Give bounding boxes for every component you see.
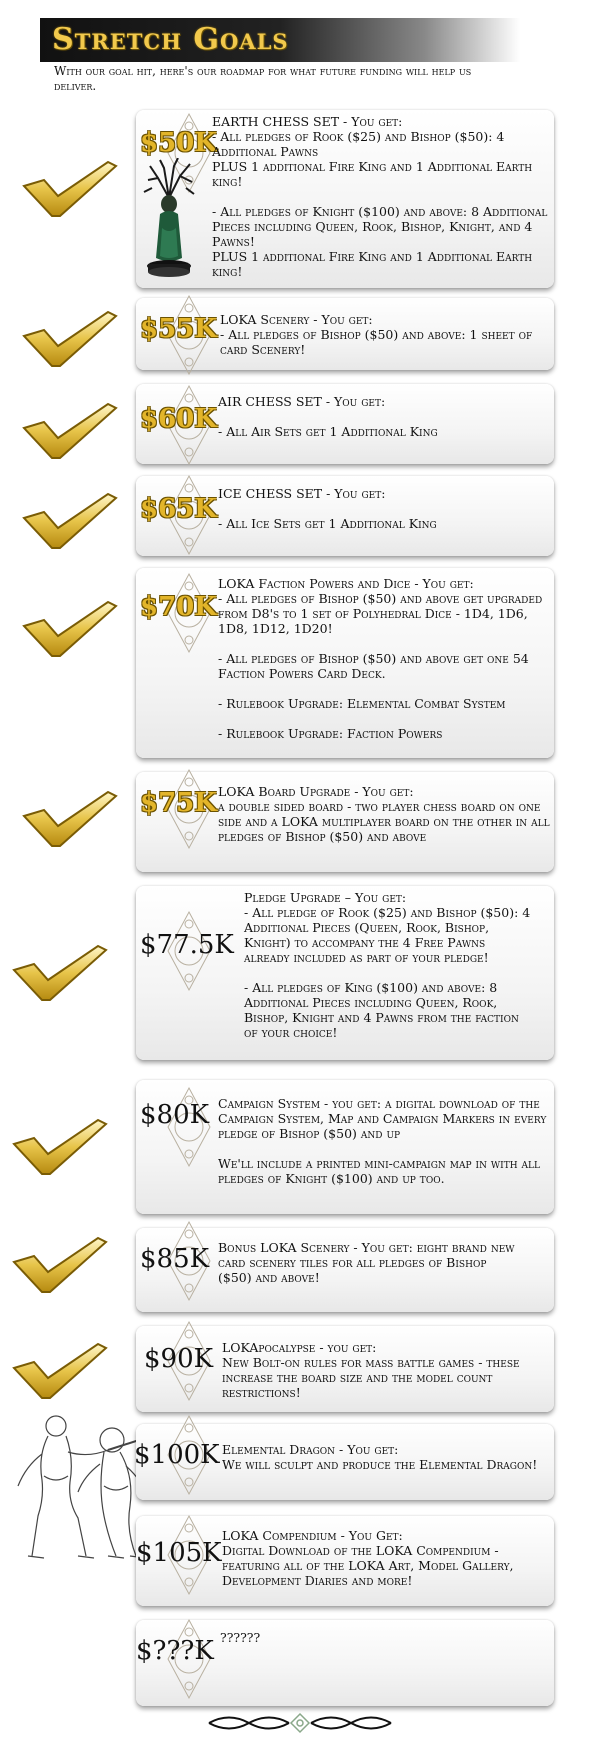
checkmark-icon [12, 1232, 108, 1296]
goal-description: ICE CHESS SET - You get: - All Ice Sets get 1 Additional King [218, 486, 437, 531]
goal-description: Campaign System - you get: a digital download of the Campaign System, Map and Campaign Markers in every pledge of Bishop ($50) and up We'll include a printed mini-campaign map in with all pledges of Knight ($100) and up too. [218, 1096, 547, 1186]
goal-description: LOKA Faction Powers and Dice - You get: - All pledges of Bishop ($50) and above get upgraded from D8's to 1 set of Polyhedral Dice - 1D4, 1D6, 1D8, 1D12, 1D20! - All pledges of Bishop ($50) and above get one 54 Faction Powers Card Deck. - Rulebook Upgrade: Elemental Combat System - Rulebook Upgrade: Faction Powers [218, 576, 543, 741]
goal-amount: $85K [140, 1244, 210, 1274]
goal-amount: $77.5K [140, 930, 234, 960]
goal-amount: $65K [140, 494, 217, 524]
goal-description: LOKApocalypse - you get: New Bolt-on rules for mass battle games - these increase the board size and the model count restrictions! [222, 1340, 520, 1400]
goal-amount: $???K [136, 1636, 214, 1666]
goal-amount: $100K [134, 1440, 220, 1470]
goal-description: LOKA Board Upgrade - You get: a double sided board - two player chess board on one side and a LOKA multiplayer board on the other in all pledges of Bishop ($50) and above [218, 784, 550, 844]
goal-description: EARTH CHESS SET - You get: - All pledges of Rook ($25) and Bishop ($50): 4 Additional Pawns PLUS 1 additional Fire King and 1 Additional Earth king! - All pledges of Knight ($100) and above: 8 Additional Pieces including Queen, Rook, Bishop, Knight, and 4 Pawns! PLUS 1 additional Fire King and 1 Additional Earth king! [212, 114, 548, 279]
checkmark-icon [22, 156, 118, 220]
checkmark-icon [22, 306, 118, 370]
intro-text: With our goal hit, here's our roadmap for what future funding will help us deliver. [54, 64, 472, 93]
goal-description: Bonus LOKA Scenery - You get: eight brand new card scenery tiles for all pledges of Bishop ($50) and above! [218, 1240, 515, 1285]
goal-description: Elemental Dragon - You get: We will sculpt and produce the Elemental Dragon! [222, 1442, 538, 1472]
goal-amount: $50K [140, 128, 217, 158]
goal-description: LOKA Compendium - You Get: Digital Download of the LOKA Compendium - featuring all of the LOKA Art, Model Gallery, Development Diaries and more! [222, 1528, 514, 1588]
checkmark-icon [12, 1338, 108, 1402]
knot-divider-icon [205, 1712, 395, 1734]
checkmark-icon [22, 488, 118, 552]
goal-amount: $105K [136, 1538, 222, 1568]
checkmark-icon [22, 398, 118, 462]
checkmark-icon [12, 1114, 108, 1178]
checkmark-icon [22, 786, 118, 850]
checkmark-icon [12, 940, 108, 1004]
goal-amount: $55K [140, 314, 217, 344]
goal-amount: $60K [140, 404, 217, 434]
goal-amount: $70K [140, 592, 217, 622]
goal-description: ?????? [220, 1630, 261, 1645]
checkmark-icon [22, 596, 118, 660]
title-banner [40, 18, 520, 62]
earth-king-miniature-image [140, 158, 198, 280]
goal-amount: $80K [140, 1100, 210, 1130]
goal-description: LOKA Scenery - You get: - All pledges of Bishop ($50) and above: 1 sheet of card Scenery! [220, 312, 533, 357]
goal-description: AIR CHESS SET - You get: - All Air Sets get 1 Additional King [218, 394, 438, 439]
goal-description: Pledge Upgrade – You get: - All pledge of Rook ($25) and Bishop ($50): 4 Additional Pieces (Queen, Rook, Bishop, Knight) to accompany the 4 Free Pawns already included as part of your pledge! - All pledges of King ($100) and above: 8 Additional Pieces including Queen, Rook, Bishop, Knight and 4 Pawns from the faction of your choice! [244, 890, 531, 1040]
goal-amount: $90K [144, 1344, 214, 1374]
page-title: Stretch Goals [52, 22, 289, 57]
goal-amount: $75K [140, 788, 217, 818]
